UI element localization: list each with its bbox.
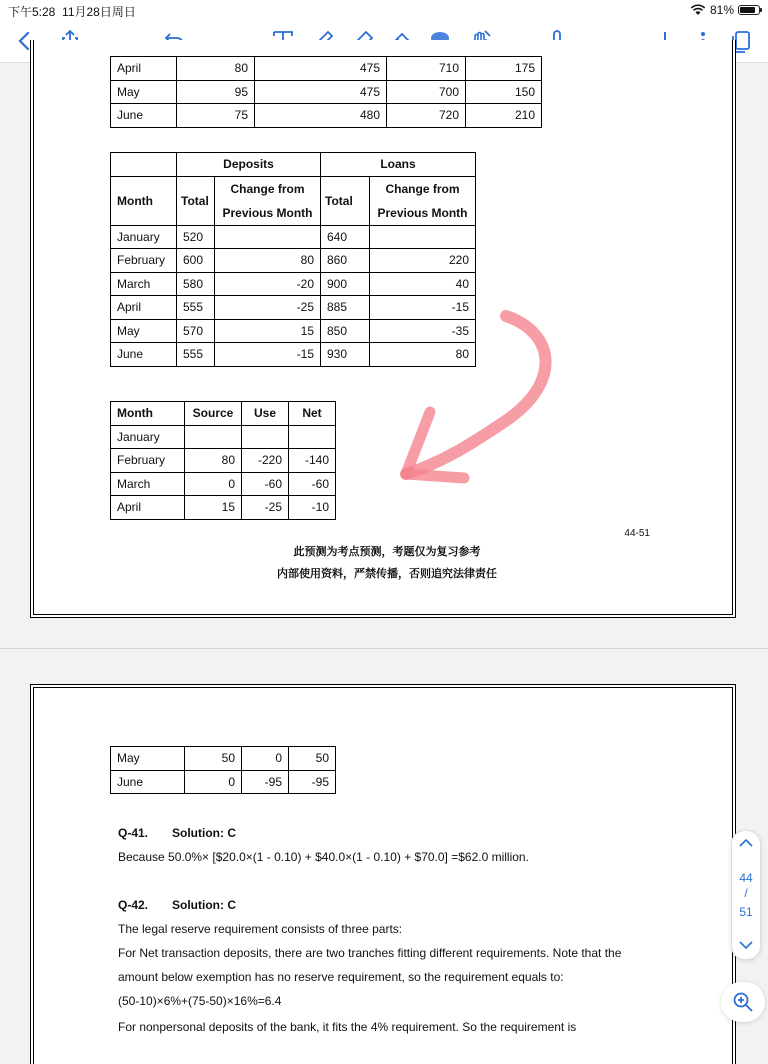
table-row [111, 57, 542, 81]
q42-line-5: For nonpersonal deposits of the bank, it fits the 4% requirement. So the requirement is [118, 1020, 577, 1034]
use-cell: -220 [242, 449, 289, 473]
table-row [111, 80, 542, 104]
loans-change-cell [370, 225, 476, 249]
source-use-table-continued [110, 746, 336, 794]
month-cell: March [111, 272, 177, 296]
source-cell: 50 [185, 747, 242, 771]
total-pages: 51 [739, 905, 753, 919]
loans-change-header: Change from Previous Month [370, 176, 476, 225]
use-cell: 0 [242, 747, 289, 771]
status-time: 下午5:28 11月28日周日 [8, 5, 136, 19]
su-header-net: Net [289, 402, 336, 426]
battery-percent: 81% [709, 3, 734, 17]
su-header-source: Source [185, 402, 242, 426]
deposits-change-cell [215, 225, 321, 249]
deposits-change-header: Change from Previous Month [215, 176, 321, 225]
status-bar [0, 0, 768, 20]
value-cell: 475 [255, 57, 387, 81]
month-cell: April [111, 496, 185, 520]
value-cell: 150 [466, 80, 542, 104]
loans-change-cell: 220 [370, 249, 476, 273]
ink-arrow-annotation[interactable] [364, 302, 564, 502]
source-cell: 0 [185, 770, 242, 794]
month-cell: February [111, 249, 177, 273]
loans-change-cell: -15 [370, 296, 476, 320]
q42-heading: Q-42. Solution: C [118, 898, 236, 912]
value-cell: 80 [177, 57, 255, 81]
month-cell: May [111, 747, 185, 771]
loans-total-cell: 640 [321, 225, 370, 249]
footer-line-2: 内部使用资料，严禁传播，否则追究法律责任 [277, 568, 497, 580]
table-row [111, 225, 476, 249]
net-cell: 50 [289, 747, 336, 771]
table-row [111, 449, 336, 473]
loans-change-cell: 80 [370, 343, 476, 367]
loans-change-cell: 40 [370, 272, 476, 296]
source-use-table [110, 401, 336, 520]
deposits-total-cell: 555 [177, 296, 215, 320]
month-cell: January [111, 425, 185, 449]
document-page-45 [30, 684, 736, 1064]
su-header-month: Month [111, 402, 185, 426]
value-cell: 710 [387, 57, 466, 81]
use-cell: -25 [242, 496, 289, 520]
value-cell: 475 [255, 80, 387, 104]
battery-icon [738, 5, 760, 15]
value-cell: 720 [387, 104, 466, 128]
month-header: Month [111, 176, 177, 225]
net-cell [289, 425, 336, 449]
deposits-total-cell: 570 [177, 319, 215, 343]
month-cell: February [111, 449, 185, 473]
table-row [111, 747, 336, 771]
deposits-change-cell: -15 [215, 343, 321, 367]
source-cell: 15 [185, 496, 242, 520]
value-cell: 210 [466, 104, 542, 128]
q42-line-4: (50-10)×6%+(75-50)×16%=6.4 [118, 994, 282, 1008]
value-cell: 175 [466, 57, 542, 81]
loans-change-cell: -35 [370, 319, 476, 343]
month-cell: May [111, 80, 177, 104]
status-right [690, 3, 760, 17]
table-row [111, 104, 542, 128]
month-cell: June [111, 104, 177, 128]
loans-total-header: Total [321, 176, 370, 225]
q41-text: Because 50.0%× [$20.0×(1 - 0.10) + $40.0×(1 - 0.10) + $70.0] =$62.0 million. [118, 850, 529, 864]
continued-table [110, 56, 542, 128]
page-separator [0, 648, 768, 649]
use-cell: -95 [242, 770, 289, 794]
table-row [111, 472, 336, 496]
footer-line-1: 此预测为考点预测，考题仅为复习参考 [293, 546, 481, 558]
month-cell: April [111, 296, 177, 320]
wifi-icon [690, 4, 706, 16]
chevron-up-icon[interactable] [738, 837, 754, 849]
table-row [111, 496, 336, 520]
su-header-use: Use [242, 402, 289, 426]
month-cell: March [111, 472, 185, 496]
table-row [111, 770, 336, 794]
loans-total-cell: 900 [321, 272, 370, 296]
source-cell: 80 [185, 449, 242, 473]
q42-line-1: The legal reserve requirement consists of three parts: [118, 922, 403, 936]
zoom-button[interactable] [721, 982, 765, 1022]
use-cell [242, 425, 289, 449]
net-cell: -10 [289, 496, 336, 520]
table-row [111, 425, 336, 449]
value-cell: 75 [177, 104, 255, 128]
month-cell: May [111, 319, 177, 343]
loans-total-cell: 860 [321, 249, 370, 273]
page-divider: / [744, 886, 748, 900]
loans-total-cell: 850 [321, 319, 370, 343]
zoom-in-icon [732, 991, 754, 1013]
table-row [111, 272, 476, 296]
current-page-number: 44 [739, 871, 753, 885]
page-scroller[interactable] [731, 830, 761, 960]
value-cell: 95 [177, 80, 255, 104]
deposits-total-cell: 600 [177, 249, 215, 273]
deposits-change-cell: 15 [215, 319, 321, 343]
use-cell: -60 [242, 472, 289, 496]
empty-header [111, 153, 177, 177]
month-cell: June [111, 343, 177, 367]
value-cell: 700 [387, 80, 466, 104]
document-page-44 [30, 40, 736, 618]
q41-heading: Q-41. Solution: C [118, 826, 236, 840]
deposits-change-cell: 80 [215, 249, 321, 273]
table-row [111, 249, 476, 273]
deposits-total-cell: 580 [177, 272, 215, 296]
month-cell: April [111, 57, 177, 81]
chevron-down-icon[interactable] [738, 939, 754, 951]
value-cell: 480 [255, 104, 387, 128]
net-cell: -95 [289, 770, 336, 794]
page-number: 44-51 [624, 528, 650, 539]
q42-line-2: For Net transaction deposits, there are two tranches fitting different requirements. Note that the [118, 946, 622, 960]
source-cell: 0 [185, 472, 242, 496]
deposits-header: Deposits [177, 153, 321, 177]
loans-total-cell: 930 [321, 343, 370, 367]
deposits-total-cell: 520 [177, 225, 215, 249]
net-cell: -140 [289, 449, 336, 473]
q42-line-3: amount below exemption has no reserve requirement, so the requirement equals to: [118, 970, 564, 984]
loans-total-cell: 885 [321, 296, 370, 320]
deposits-change-cell: -20 [215, 272, 321, 296]
deposits-total-header: Total [177, 176, 215, 225]
loans-header: Loans [321, 153, 476, 177]
month-cell: January [111, 225, 177, 249]
deposits-change-cell: -25 [215, 296, 321, 320]
deposits-total-cell: 555 [177, 343, 215, 367]
source-cell [185, 425, 242, 449]
month-cell: June [111, 770, 185, 794]
net-cell: -60 [289, 472, 336, 496]
